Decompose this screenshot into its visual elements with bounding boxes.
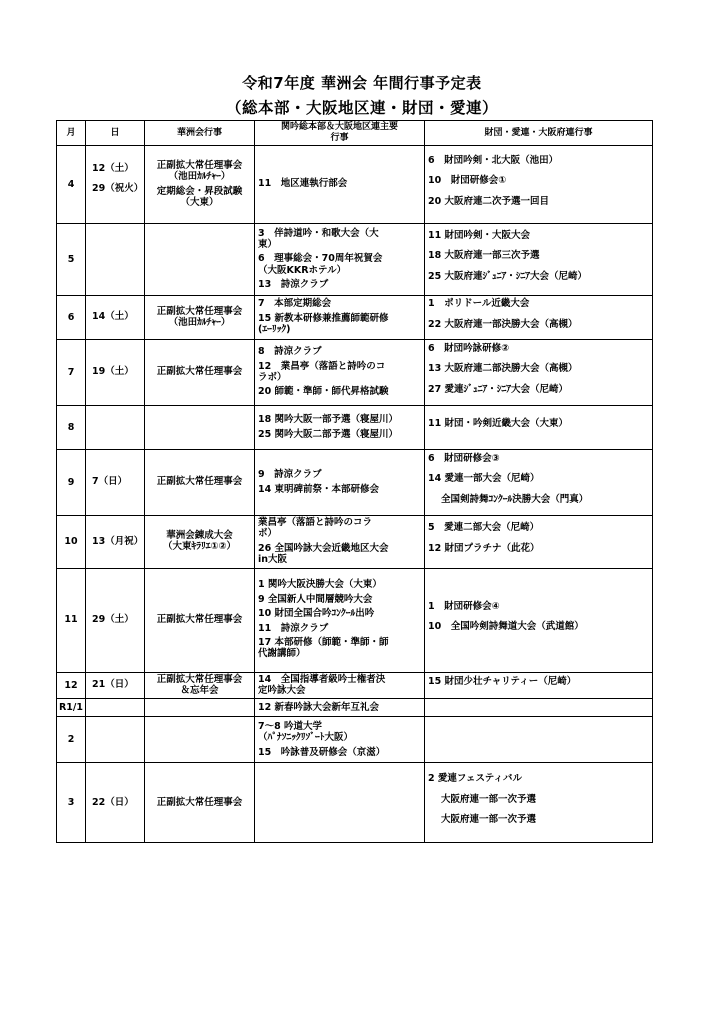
kashukai-event: 正副拡大常任理事会 （池田ｶﾙﾁｬｰ） [156,305,243,328]
kashukai-event-cell [145,763,255,843]
kanshin-event-cell [255,450,425,516]
day-cell [86,699,145,717]
kanshin-event-cell [255,516,425,569]
day-text: 14（土） [92,311,134,323]
kanshin-event-cell [255,340,425,406]
month-cell: 8 [57,406,86,450]
zaidan-event: 10 財団研修会① [428,175,507,187]
kashukai-event: 正副拡大常任理事会 [156,476,243,488]
kanshin-event-cell [255,146,425,224]
schedule-row [57,672,653,699]
zaidan-event: 15 財団少壮チャリティー（尼崎） [428,676,577,688]
kanshin-event: 10 財団全国合吟ｺﾝｸｰﾙ出吟 [258,608,375,620]
month-cell: R1/1 [57,699,86,717]
day-cell [86,763,145,843]
kanshin-event: 7 本部定期総会 [258,298,332,310]
zaidan-event-cell [425,296,653,340]
zaidan-event-cell [425,516,653,569]
month-cell: 10 [57,516,86,569]
kanshin-event-cell [255,672,425,699]
zaidan-event: 10 全国吟剣詩舞道大会（武道館） [428,621,584,633]
month-cell: 3 [57,763,86,843]
kanshin-event: 7～8 吟道大学 （ﾊﾟﾅｿﾆｯｸﾘｿﾞｰﾄ大阪） [258,720,354,744]
kashukai-event-cell [145,516,255,569]
kanshin-event: 20 師範・準師・師代昇格試験 [258,386,389,398]
kashukai-event-cell [145,224,255,296]
zaidan-event: 6 財団吟剣・北大阪（池田） [428,154,559,166]
day-cell [86,568,145,672]
schedule-row [57,717,653,763]
kashukai-event-cell [145,672,255,699]
zaidan-event: 全国剣詩舞ｺﾝｸｰﾙ決勝大会（門真） [441,493,589,505]
header-kashukai: 華洲会行事 [145,121,255,146]
kashukai-event: 正副拡大常任理事会 [156,366,243,378]
day-text: 7（日） [92,476,128,488]
zaidan-event: 18 大阪府連一部三次予選 [428,250,540,262]
kashukai-event: 正副拡大常任理事会 （池田ｶﾙﾁｬｰ） [156,159,243,183]
zaidan-event: 1 財団研修会④ [428,600,500,612]
zaidan-event-cell [425,224,653,296]
zaidan-event-cell [425,340,653,406]
schedule-row [57,516,653,569]
zaidan-event: 大阪府連一部一次予選 [441,814,537,826]
kanshin-event: 9 全国新人中間層競吟大会 [258,593,373,605]
zaidan-event-cell [425,406,653,450]
kanshin-event: 12 新春吟詠大会新年互礼会 [258,701,380,713]
zaidan-event-cell [425,568,653,672]
schedule-row [57,568,653,672]
month-cell: 9 [57,450,86,516]
schedule-row [57,296,653,340]
zaidan-event: 12 財団プラチナ（此花） [428,542,540,554]
day-cell [86,146,145,224]
kashukai-event-cell [145,406,255,450]
kashukai-event-cell [145,699,255,717]
schedule-table [56,120,653,843]
zaidan-event: 6 財団研修会③ [428,452,500,464]
kanshin-event: 業昌亭（落語と詩吟のコラ ボ） [258,517,373,540]
zaidan-event: 13 大阪府連二部決勝大会（高槻） [428,363,578,375]
zaidan-event: 27 愛連ｼﾞｭﾆｱ・ｼﾆｱ大会（尼崎） [428,383,569,395]
kashukai-event-cell [145,717,255,763]
kanshin-event: 1 関吟大阪決勝大会（大東） [258,579,382,591]
day-cell [86,717,145,763]
schedule-row [57,224,653,296]
day-cell [86,450,145,516]
zaidan-event: 1 ポリドール近畿大会 [428,298,530,310]
month-cell: 7 [57,340,86,406]
schedule-row [57,699,653,717]
day-cell [86,340,145,406]
schedule-body [57,146,653,843]
day-text: 29（祝火） [92,183,144,195]
day-cell [86,672,145,699]
day-cell [86,224,145,296]
zaidan-event-cell [425,450,653,516]
day-text: 22（日） [92,796,134,808]
zaidan-event: 11 財団・吟剣近畿大会（大東） [428,418,569,430]
day-cell [86,406,145,450]
zaidan-event: 2 愛連フェスティバル [428,773,522,785]
day-cell [86,296,145,340]
kanshin-event: 9 詩涼クラブ [258,469,322,481]
kanshin-event-cell [255,224,425,296]
kanshin-event: 18 関吟大阪一部予選（寝屋川） [258,414,399,426]
schedule-row [57,763,653,843]
zaidan-event-cell [425,763,653,843]
day-text: 21（日） [92,679,134,691]
header-day: 日 [86,121,145,146]
page-title: 令和7年度 華洲会 年間行事予定表 [242,74,482,92]
kanshin-event: 14 東明碑前祭・本部研修会 [258,483,380,495]
header-zaidan: 財団・愛連・大阪府連行事 [425,121,653,146]
kashukai-event-cell [145,568,255,672]
zaidan-event-cell [425,717,653,763]
day-cell [86,516,145,569]
zaidan-event-cell [425,146,653,224]
month-cell: 5 [57,224,86,296]
kashukai-event-cell [145,340,255,406]
kashukai-event-cell [145,146,255,224]
kanshin-event: 26 全国吟詠大会近畿地区大会 in大阪 [258,542,389,566]
zaidan-event: 6 財団吟詠研修② [428,342,510,354]
day-text: 29（土） [92,613,134,625]
zaidan-event: 14 愛連一部大会（尼崎） [428,473,540,485]
day-text: 19（土） [92,366,134,378]
kashukai-event: 華洲会錬成大会 （大東ｷﾗﾘｴ①②） [162,529,237,553]
kanshin-event-cell [255,763,425,843]
zaidan-event-cell [425,699,653,717]
header-kanshin [255,121,425,146]
day-text: 13（月祝） [92,535,144,547]
schedule-row [57,406,653,450]
schedule-row [57,450,653,516]
zaidan-event: 大阪府連一部一次予選 [441,793,537,805]
kashukai-event: 正副拡大常任理事会 [156,613,243,625]
kanshin-event: 3 伴詩道吟・和歌大会（大 東） [258,227,379,250]
kanshin-event-cell [255,296,425,340]
kashukai-event: 正副拡大常任理事会 ＆忘年会 [156,673,243,696]
kanshin-event: 15 吟詠普及研修会（京滋） [258,746,386,758]
kanshin-event: 8 詩涼クラブ [258,346,322,358]
kashukai-event: 正副拡大常任理事会 [156,796,243,808]
kanshin-event: 14 全国指導者級吟士権者決 定吟詠大会 [258,673,386,696]
header-month: 月 [57,121,86,146]
kanshin-event: 12 業昌亭（落語と詩吟のコ ラボ） [258,360,386,383]
kashukai-event-cell [145,450,255,516]
zaidan-event-cell [425,672,653,699]
kanshin-event: 6 理事総会・70周年祝賀会 （大阪KKRホテル） [258,253,383,276]
kanshin-event: 13 詩涼クラブ [258,279,329,291]
schedule-row [57,340,653,406]
kashukai-event: 定期総会・昇段試験 （大東） [156,185,243,208]
month-cell: 4 [57,146,86,224]
kanshin-event: 11 詩涼クラブ [258,622,329,634]
page-subtitle: （総本部・大阪地区連・財団・愛連） [225,99,498,117]
schedule-row [57,146,653,224]
kanshin-event: 17 本部研修（師範・準師・師 代謝講師） [258,636,389,660]
zaidan-event: 25 大阪府連ｼﾞｭﾆｱ・ｼﾆｱ大会（尼崎） [428,270,588,282]
zaidan-event: 20 大阪府連二次予選一回目 [428,195,550,207]
kanshin-event-cell [255,717,425,763]
month-cell: 12 [57,672,86,699]
header-kanshin-text: 関吟総本部＆大阪地区連主要 行事 [280,122,398,143]
kashukai-event-cell [145,296,255,340]
kanshin-event-cell [255,699,425,717]
kanshin-event: 11 地区連執行部会 [258,178,348,190]
kanshin-event: 15 新教本研修兼推薦師範研修 (ｴｰﾘｯｸ) [258,312,389,336]
zaidan-event: 11 財団吟剣・大阪大会 [428,229,531,241]
kanshin-event: 25 関吟大阪二部予選（寝屋川） [258,428,399,440]
month-cell: 6 [57,296,86,340]
day-text: 12（土） [92,163,134,174]
zaidan-event: 5 愛連二部大会（尼崎） [428,522,540,534]
header-row [57,121,653,146]
month-cell: 11 [57,568,86,672]
zaidan-event: 22 大阪府連一部決勝大会（高槻） [428,318,578,330]
kanshin-event-cell [255,568,425,672]
month-cell: 2 [57,717,86,763]
kanshin-event-cell [255,406,425,450]
